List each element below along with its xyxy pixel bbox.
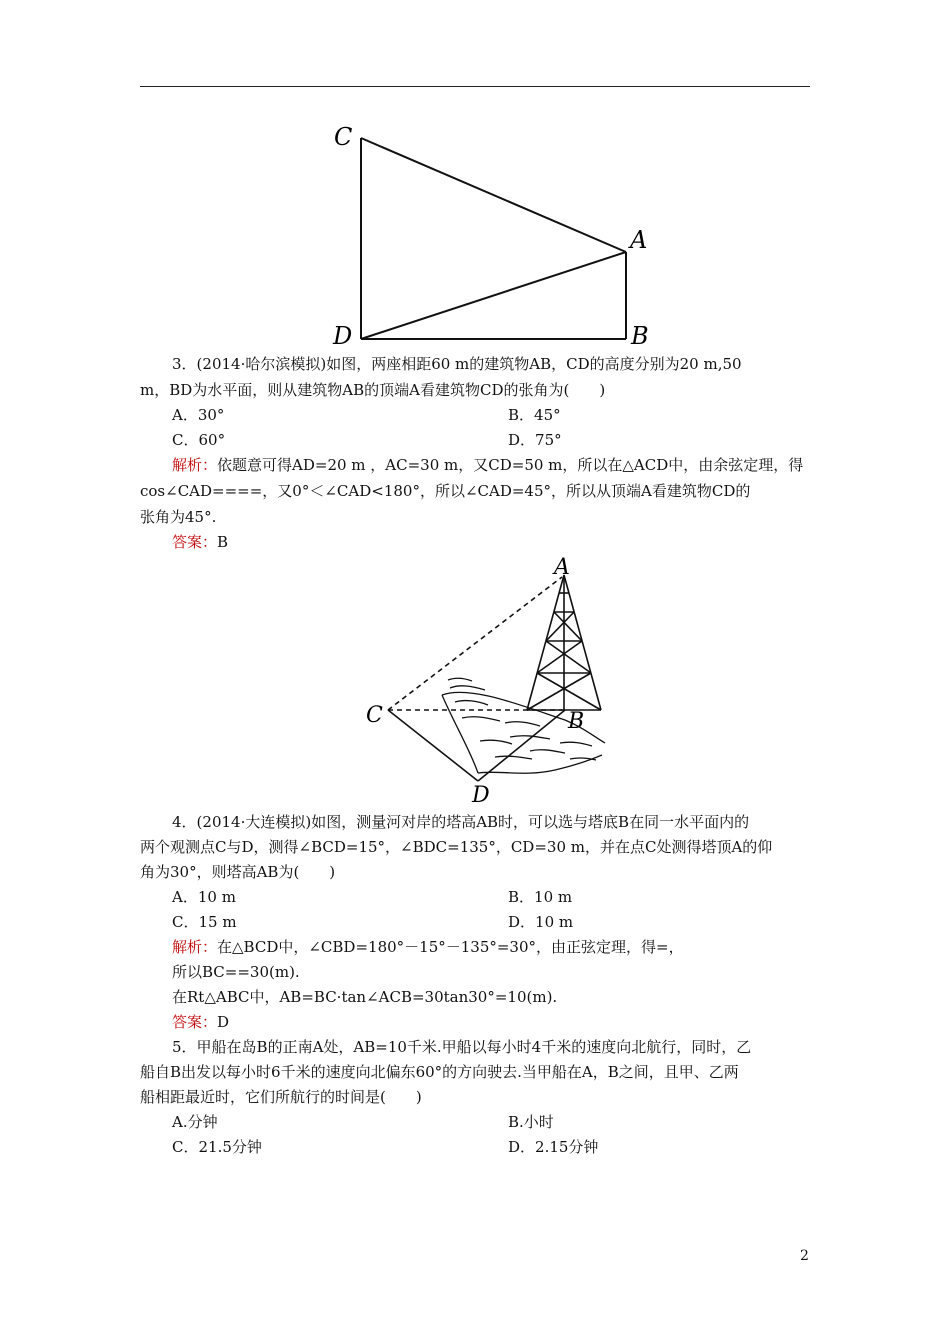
q4-answer-label: 答案： <box>172 1013 218 1031</box>
q3-solution-line2: cos∠CAD====，又0°＜∠CAD<180°，所以∠CAD=45°，所以从顶端A看建筑物CD的 <box>140 482 751 500</box>
q3-answer-label: 答案： <box>172 533 218 551</box>
q3-stem-line1: 3．(2014·哈尔滨模拟)如图，两座相距60 m的建筑物AB，CD的高度分别为20 m,50 <box>172 355 742 373</box>
q3-answer <box>172 532 228 552</box>
q4-option-c: C．15 m <box>172 913 237 931</box>
q4-stem-line2: 两个观测点C与D，测得∠BCD=15°，∠BDC=135°，CD=30 m，并在点C处测得塔顶A的仰 <box>140 838 773 856</box>
q5-option-c: C．21.5分钟 <box>172 1138 262 1156</box>
tower-frame <box>527 575 601 710</box>
label-b: B <box>631 322 649 350</box>
q3-option-b: B．45° <box>508 406 561 424</box>
q3-option-d: D．75° <box>508 431 562 449</box>
q5-option-b: B.小时 <box>508 1113 554 1131</box>
sight-line-ca <box>388 577 562 710</box>
q4-stem-line3: 角为30°，则塔高AB为( ) <box>140 863 336 881</box>
q3-stem-line2: m，BD为水平面，则从建筑物AB的顶端A看建筑物CD的张角为( ) <box>140 381 606 399</box>
label-d: D <box>333 322 353 350</box>
header-rule <box>140 86 810 87</box>
label-b: B <box>568 709 585 734</box>
q5-stem-line2: 船自B出发以每小时6千米的速度向北偏东60°的方向驶去.当甲船在A，B之间，且甲、乙两 <box>140 1063 739 1081</box>
q3-solution-line3: 张角为45°. <box>140 508 217 526</box>
label-d: D <box>472 783 490 805</box>
q4-option-b: B．10 m <box>508 888 573 906</box>
q4-solution-text1: 在△BCD中，∠CBD=180°－15°－135°=30°，由正弦定理，得=， <box>217 938 684 956</box>
q4-stem-line1: 4．(2014·大连模拟)如图，测量河对岸的塔高AB时，可以选与塔底B在同一水平面内的 <box>172 813 750 831</box>
q3-solution-line1 <box>172 455 803 475</box>
q4-solution-line1 <box>172 937 684 957</box>
page-number: 2 <box>800 1248 809 1264</box>
q3-solution-text1: 依题意可得AD=20 m ，AC=30 m，又CD=50 m，所以在△ACD中，由余弦定理，得 <box>217 456 804 474</box>
q5-option-a: A.分钟 <box>172 1113 218 1131</box>
q4-answer-value: D <box>217 1013 230 1031</box>
figure-buildings <box>330 118 660 350</box>
label-a: A <box>630 226 648 254</box>
q5-stem-line3: 船相距最近时，它们所航行的时间是( ) <box>140 1088 422 1106</box>
q4-solution-label: 解析： <box>172 938 218 956</box>
q3-option-a: A．30° <box>172 406 225 424</box>
label-c: C <box>366 703 383 728</box>
q5-option-d: D．2.15分钟 <box>508 1138 599 1156</box>
q3-solution-label: 解析： <box>172 456 218 474</box>
segment-ca <box>361 138 626 252</box>
q3-option-c: C．60° <box>172 431 226 449</box>
segment-da <box>361 252 626 339</box>
label-a: A <box>554 555 570 580</box>
q4-solution-line3: 在Rt△ABC中，AB=BC·tan∠ACB=30tan30°=10(m). <box>172 988 558 1006</box>
q4-option-d: D．10 m <box>508 913 574 931</box>
q4-solution-line2: 所以BC==30(m). <box>172 963 300 981</box>
q5-stem-line1: 5．甲船在岛B的正南A处，AB=10千米.甲船以每小时4千米的速度向北航行，同时，乙 <box>172 1038 752 1056</box>
figure-tower <box>360 555 620 805</box>
q4-option-a: A．10 m <box>172 888 236 906</box>
q4-answer <box>172 1012 229 1032</box>
q3-answer-value: B <box>217 533 229 551</box>
segment-cd <box>388 710 478 781</box>
label-c: C <box>334 123 353 151</box>
